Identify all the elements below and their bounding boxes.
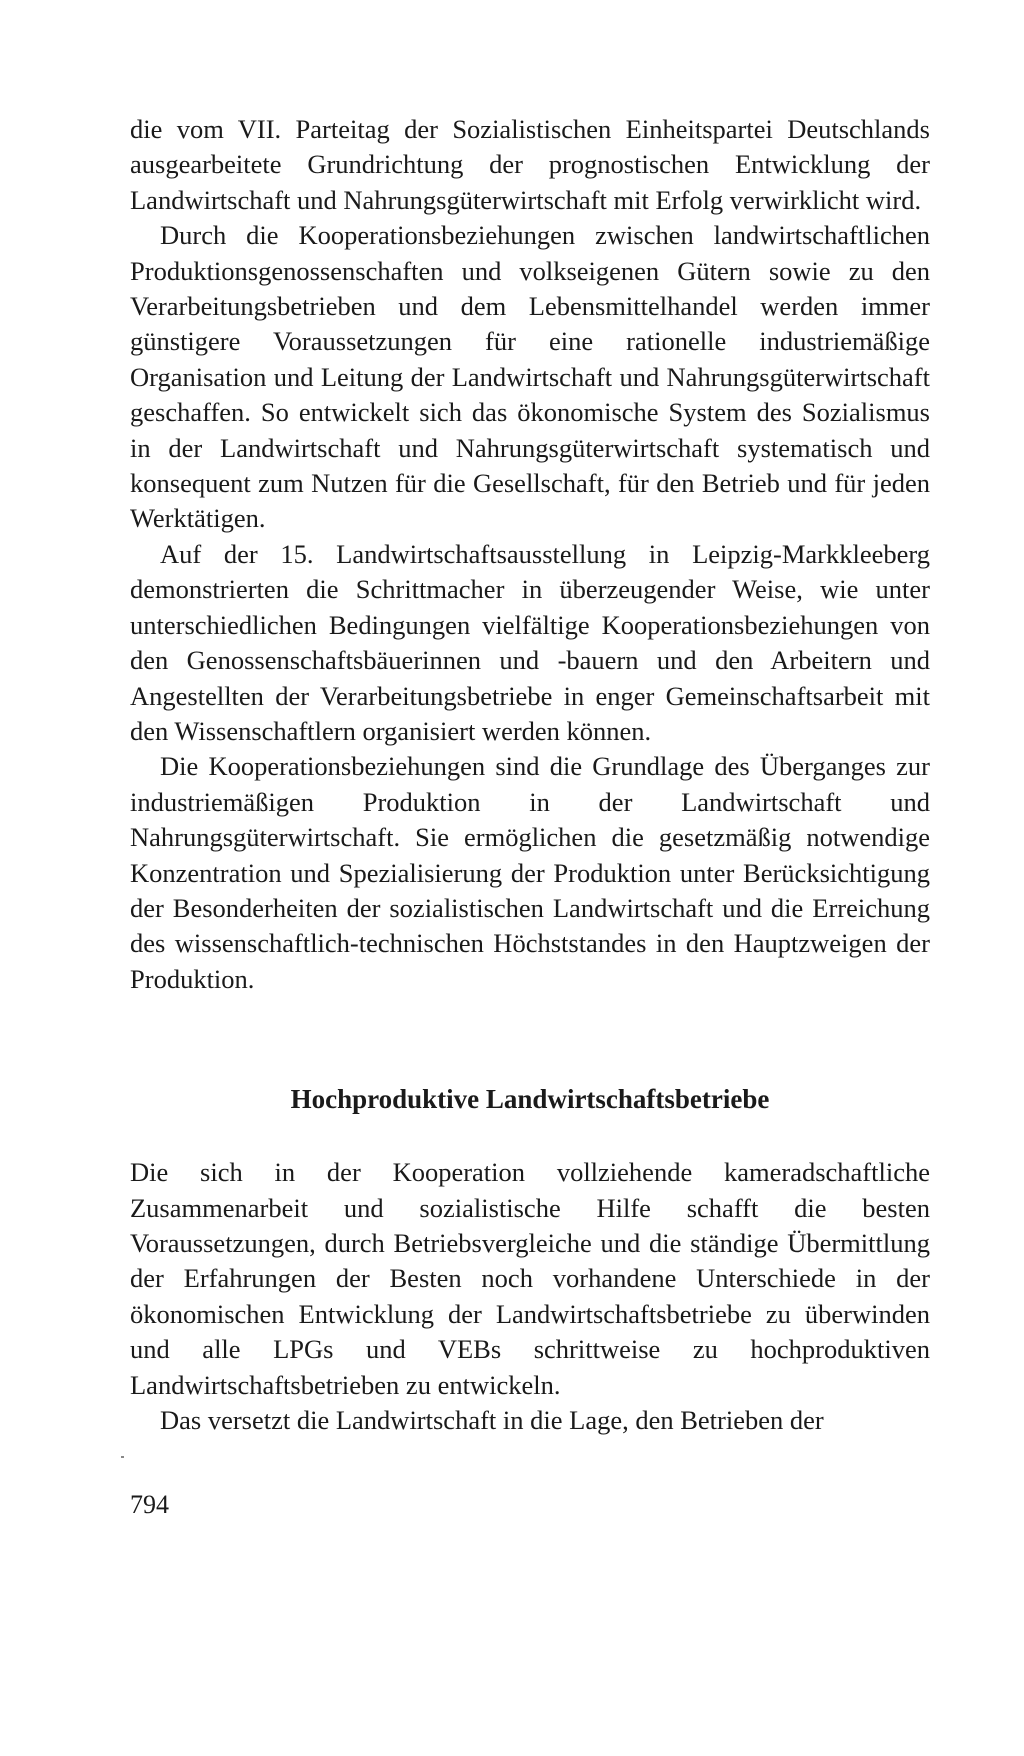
paragraph-continuation: die vom VII. Parteitag der Sozialistischen Einheitspartei Deutschlands ausgearbeitete Grundrichtung der prognostischen Entwicklung der Landwirtschaft und Nahrungsgüterwirtschaft mit Erfolg verwirklicht wird. [130, 114, 930, 215]
paragraph-landwirtschaft-lage: Das versetzt die Landwirtschaft in die Lage, den Betrieben der [160, 1405, 824, 1435]
page-number: 794 [130, 1490, 169, 1519]
paragraph-kooperationsbeziehungen: Durch die Kooperationsbeziehungen zwischen landwirtschaftlichen Produktionsgenossenschaften und volkseigenen Gütern sowie zu den Verarbeitungsbetrieben und dem Lebensmittelhandel werden immer günstigere Voraussetzungen für eine rationelle industriemäßige Organisation und Leitung der Landwirtschaft und Nahrungsgüterwirtschaft geschaffen. So entwickelt sich das ökonomische System des Sozialismus in der Landwirtschaft und Nahrungsgüterwirtschaft systematisch und konsequent zum Nutzen für die Gesellschaft, für den Betrieb und für jeden Werktätigen. [130, 220, 930, 534]
page-body [130, 112, 930, 1438]
paragraph-kameradschaftliche-zusammenarbeit: Die sich in der Kooperation vollziehende kameradschaftliche Zusammenarbeit und sozialistische Hilfe schafft die besten Voraussetzungen, durch Betriebsvergleiche und die ständige Übermittlung der Erfahrungen der Besten noch vorhandene Unterschiede in der ökonomischen Entwicklung der Landwirtschaftsbetriebe zu überwinden und alle LPGs und VEBs schrittweise zu hochproduktiven Landwirtschaftsbetrieben zu entwickeln. [130, 1157, 930, 1400]
margin-mark [121, 1456, 124, 1458]
paragraph-landwirtschaftsausstellung: Auf der 15. Landwirtschaftsausstellung in Leipzig-Markkleeberg demonstrierten die Schrittmacher in überzeugender Weise, wie unter unterschiedlichen Bedingungen vielfältige Kooperationsbeziehungen von den Genossenschaftsbäuerinnen und -bauern und den Arbeitern und Angestellten der Verarbeitungsbetriebe in enger Gemeinschaftsarbeit mit den Wissenschaftlern organisiert werden können. [130, 538, 930, 746]
paragraph-grundlage: Die Kooperationsbeziehungen sind die Grundlage des Überganges zur industriemäßigen Produktion in der Landwirtschaft und Nahrungsgüterwirtschaft. Sie ermöglichen die gesetzmäßig notwendige Konzentration und Spezialisierung der Produktion unter Berücksichtigung der Besonderheiten der sozialistischen Landwirtschaft und die Erreichung des wissenschaftlich-technischen Höchststandes in den Hauptzweigen der Produktion. [130, 751, 930, 994]
section-heading: Hochproduktive Landwirtschaftsbetriebe [290, 1084, 770, 1115]
